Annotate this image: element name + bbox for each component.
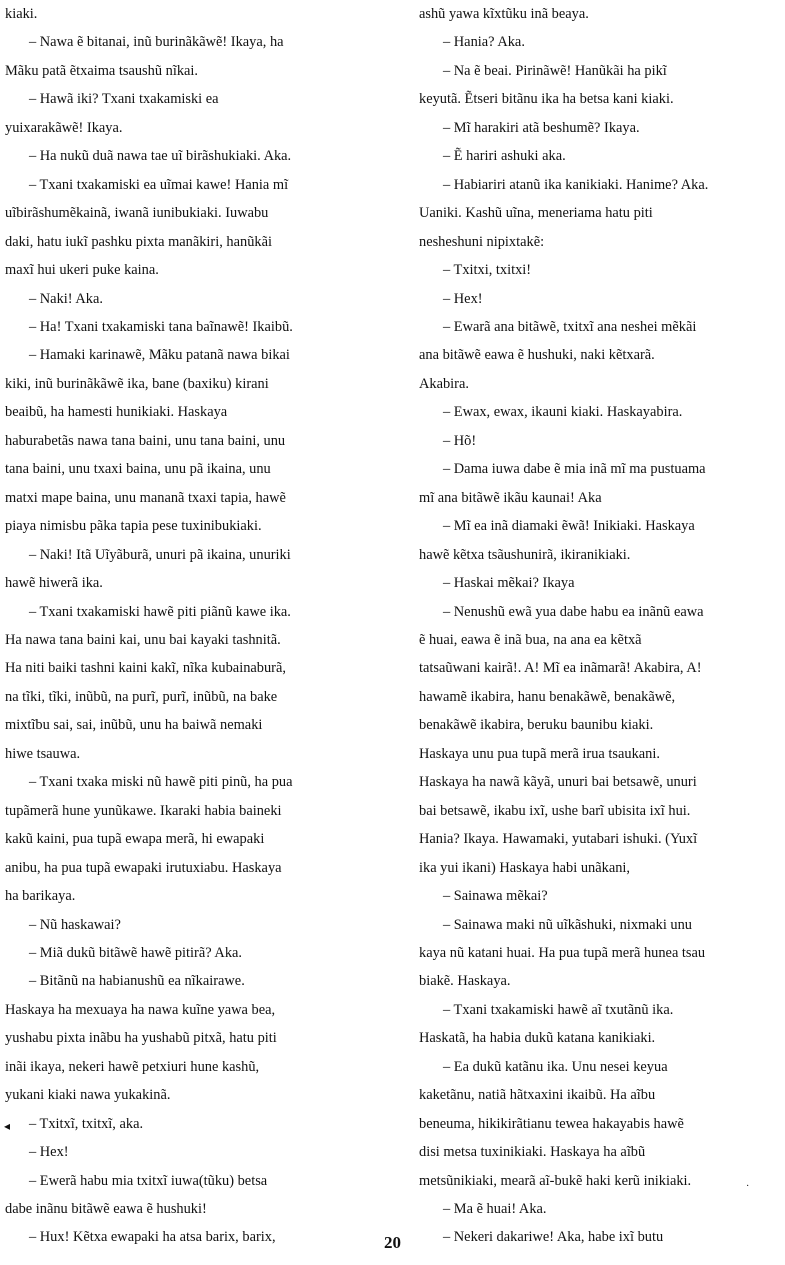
text-line: nesheshuni nipixtakẽ: [419,233,545,250]
text-line: inãi ikaya, nekeri hawẽ petxiuri hune kashũ, [5,1058,260,1075]
text-line: – Habiariri atanũ ika kanikiaki. Hanime? Aka. [443,176,709,193]
text-line: – Hõ! [443,432,477,449]
left-text-column [5,0,369,1252]
text-line: hawẽ kẽtxa tsãushunirã, ikiranikiaki. [419,546,631,563]
text-line: – Naki! Itã Uĩyãburã, unuri pã ikaina, unuriki [29,546,291,563]
text-line: – Ewarã ana bitãwẽ, txitxĩ ana neshei mẽkãi [443,318,697,335]
text-line: anibu, ha pua tupã ewapaki irutuxiabu. Haskaya [5,859,282,876]
text-line: – Sainawa mẽkai? [443,888,548,905]
text-line: ha barikaya. [5,888,76,905]
text-line: daki, hatu iukĩ pashku pixta manãkiri, hanũkãi [5,233,272,250]
text-line: – Ma ẽ huai! Aka. [443,1201,547,1218]
text-line: matxi mape baina, unu mananã txaxi tapia, hawẽ [5,489,286,506]
text-line: – Sainawa maki nũ uĩkãshuki, nixmaki unu [443,916,693,933]
text-line: – Txitxĩ, txitxĩ, aka. [29,1115,144,1132]
text-line: Mãku patã ẽtxaima tsaushũ nĩkai. [5,62,199,79]
text-line: – Txani txakamiski ea uĩmai kawe! Hania mĩ [29,176,289,193]
text-line: – Mĩ ea inã diamaki ẽwã! Inikiaki. Haskaya [443,518,695,535]
text-line: – Naki! Aka. [29,290,103,307]
text-line: – Txani txakamiski hawẽ aĩ txutãnũ ika. [443,1001,674,1018]
text-line: – Hawã iki? Txani txakamiski ea [29,91,219,108]
text-line: – Dama iuwa dabe ẽ mia inã mĩ ma pustuama [443,461,706,478]
text-line: yukani kiaki nawa yukakinã. [5,1087,171,1104]
text-line: kakũ kaini, pua tupã ewapa merã, hi ewapaki [5,831,265,848]
text-line: mixtĩbu sai, sai, inũbũ, unu ha baiwã nemaki [5,717,263,734]
text-line: maxĩ hui ukeri puke kaina. [5,262,159,279]
text-line: – Txitxi, txitxi! [443,262,532,279]
text-line: beneuma, hikikirãtianu tewea hakayabis hawẽ [419,1115,684,1132]
text-line: – Miã dukũ bitãwẽ hawẽ pitirã? Aka. [29,944,242,961]
text-line: – Hex! [29,1144,69,1161]
text-line: ashũ yawa kĩxtũku inã beaya. [419,6,589,22]
text-line: Ha nawa tana baini kai, unu bai kayaki tashnitã. [5,631,281,648]
margin-dot: · [746,1181,750,1192]
text-line: Hania? Ikaya. Hawamaki, yutabari ishuki. (Yuxĩ [419,831,698,848]
text-line: uĩbirãshumẽkainã, iwanã iunibukiaki. Iuwabu [5,205,269,222]
text-line: metsũnikiaki, mearã aĩ-bukẽ haki kerũ inikiaki. [419,1172,692,1189]
text-line: – Ha nukũ duã nawa tae uĩ birãshukiaki. Aka. [29,148,292,165]
text-line: – Hamaki karinawẽ, Mãku patanã nawa bikai [29,347,290,364]
text-line: hawamẽ ikabira, hanu benakãwẽ, benakãwẽ, [419,688,676,705]
text-line: – Nenushũ ewã yua dabe habu ea inãnũ eawa [443,603,704,620]
text-line: Haskaya ha mexuaya ha nawa kuĩne yawa bea, [5,1001,276,1018]
text-line: – Txani txakamiski hawẽ piti piãnũ kawe ika. [29,603,291,620]
text-line: kiaki. [5,6,38,22]
text-line: hiwe tsauwa. [5,745,81,762]
text-line: – Ẽ hariri ashuki aka. [443,148,566,165]
text-line: – Haskai mẽkai? Ikaya [443,575,575,592]
text-line: ana bitãwẽ eawa ẽ hushuki, naki kẽtxarã. [419,347,655,364]
text-line: – Nũ haskawai? [29,916,121,933]
text-line: – Hania? Aka. [443,34,525,51]
right-text-column [419,0,784,1252]
text-line: kiki, inũ burinãkãwẽ ika, bane (baxiku) kirani [5,375,269,392]
text-line: Ha niti baiki tashni kaini kakĩ, nĩka kubainaburã, [5,660,286,677]
text-line: – Ewax, ewax, ikauni kiaki. Haskayabira. [443,404,683,421]
text-line: benakãwẽ ikabira, beruku baunibu kiaki. [419,717,654,734]
text-line: Akabira. [419,375,469,392]
text-line: Uaniki. Kashũ uĩna, meneriama hatu piti [419,205,653,222]
text-line: Haskaya unu pua tupã merã irua tsaukani. [419,745,660,762]
text-line: kaya nũ katani huai. Ha pua tupã merã hunea tsau [419,944,706,961]
text-line: yuixarakãwẽ! Ikaya. [5,119,123,136]
text-line: disi metsa tuxinikiaki. Haskaya ha aĩbũ [419,1144,646,1161]
text-line: tupãmerã hune yunũkawe. Ikaraki habia baineki [5,802,282,819]
text-line: – Mĩ harakiri atã beshumẽ? Ikaya. [443,119,640,136]
text-line: haburabetãs nawa tana baini, unu tana baini, unu [5,432,286,449]
margin-mark: ◂ [4,1119,11,1133]
text-line: ika yui ikani) Haskaya habi unãkani, [419,859,630,876]
text-line: – Nekeri dakariwe! Aka, habe ixĩ butu [443,1229,664,1246]
text-line: ẽ huai, eawa ẽ inã bua, na ana ea kẽtxã [419,631,642,648]
text-line: piaya nimisbu pãka tapia pese tuxinibukiaki. [5,518,262,535]
text-line: – Hex! [443,290,483,307]
text-line: keyutã. Ẽtseri bitãnu ika ha betsa kani kiaki. [419,91,674,108]
text-line: – Ea dukũ katãnu ika. Unu nesei keyua [443,1058,668,1075]
text-line: mĩ ana bitãwẽ ikãu kaunai! Aka [419,489,602,506]
text-line: – Nawa ẽ bitanai, inũ burinãkãwẽ! Ikaya, ha [29,34,284,51]
page-number: 20 [384,1233,401,1252]
text-line: yushabu pixta inãbu ha yushabũ pitxã, hatu piti [5,1030,277,1047]
text-line: – Ha! Txani txakamiski tana baĩnawẽ! Ikaibũ. [29,318,293,335]
text-line: Haskatã, ha habia dukũ katana kanikiaki. [419,1030,656,1047]
text-line: – Hux! Kẽtxa ewapaki ha atsa barix, barix, [29,1229,276,1246]
text-line: dabe inãnu bitãwẽ eawa ẽ hushuki! [5,1201,207,1218]
text-line: Haskaya ha nawã kãyã, unuri bai betsawẽ, unuri [419,774,697,791]
text-line: kaketãnu, natiã hãtxaxini ikaibũ. Ha aĩbu [419,1087,656,1104]
text-line: hawẽ hiwerã ika. [5,575,103,592]
text-line: tana baini, unu txaxi baina, unu pã ikaina, unu [5,461,271,478]
text-line: – Bitãnũ na habianushũ ea nĩkairawe. [29,973,245,990]
text-line: na tĩki, tĩki, inũbũ, na purĩ, purĩ, inũbũ, na bake [5,688,278,705]
text-line: – Txani txaka miski nũ hawẽ piti pinũ, ha pua [29,774,293,791]
text-line: bai betsawẽ, ikabu ixĩ, ushe barĩ ubisita ixĩ hui. [419,802,691,819]
text-line: – Na ẽ beai. Pirinãwẽ! Hanũkãi ha pikĩ [443,62,667,79]
text-line: – Ewerã habu mia txitxĩ iuwa(tũku) betsa [29,1172,268,1189]
text-line: biakẽ. Haskaya. [419,973,511,990]
text-line: tatsaũwani kairã!. A! Mĩ ea inãmarã! Akabira, A! [419,660,702,677]
text-line: beaibũ, ha hamesti hunikiaki. Haskaya [5,404,228,421]
